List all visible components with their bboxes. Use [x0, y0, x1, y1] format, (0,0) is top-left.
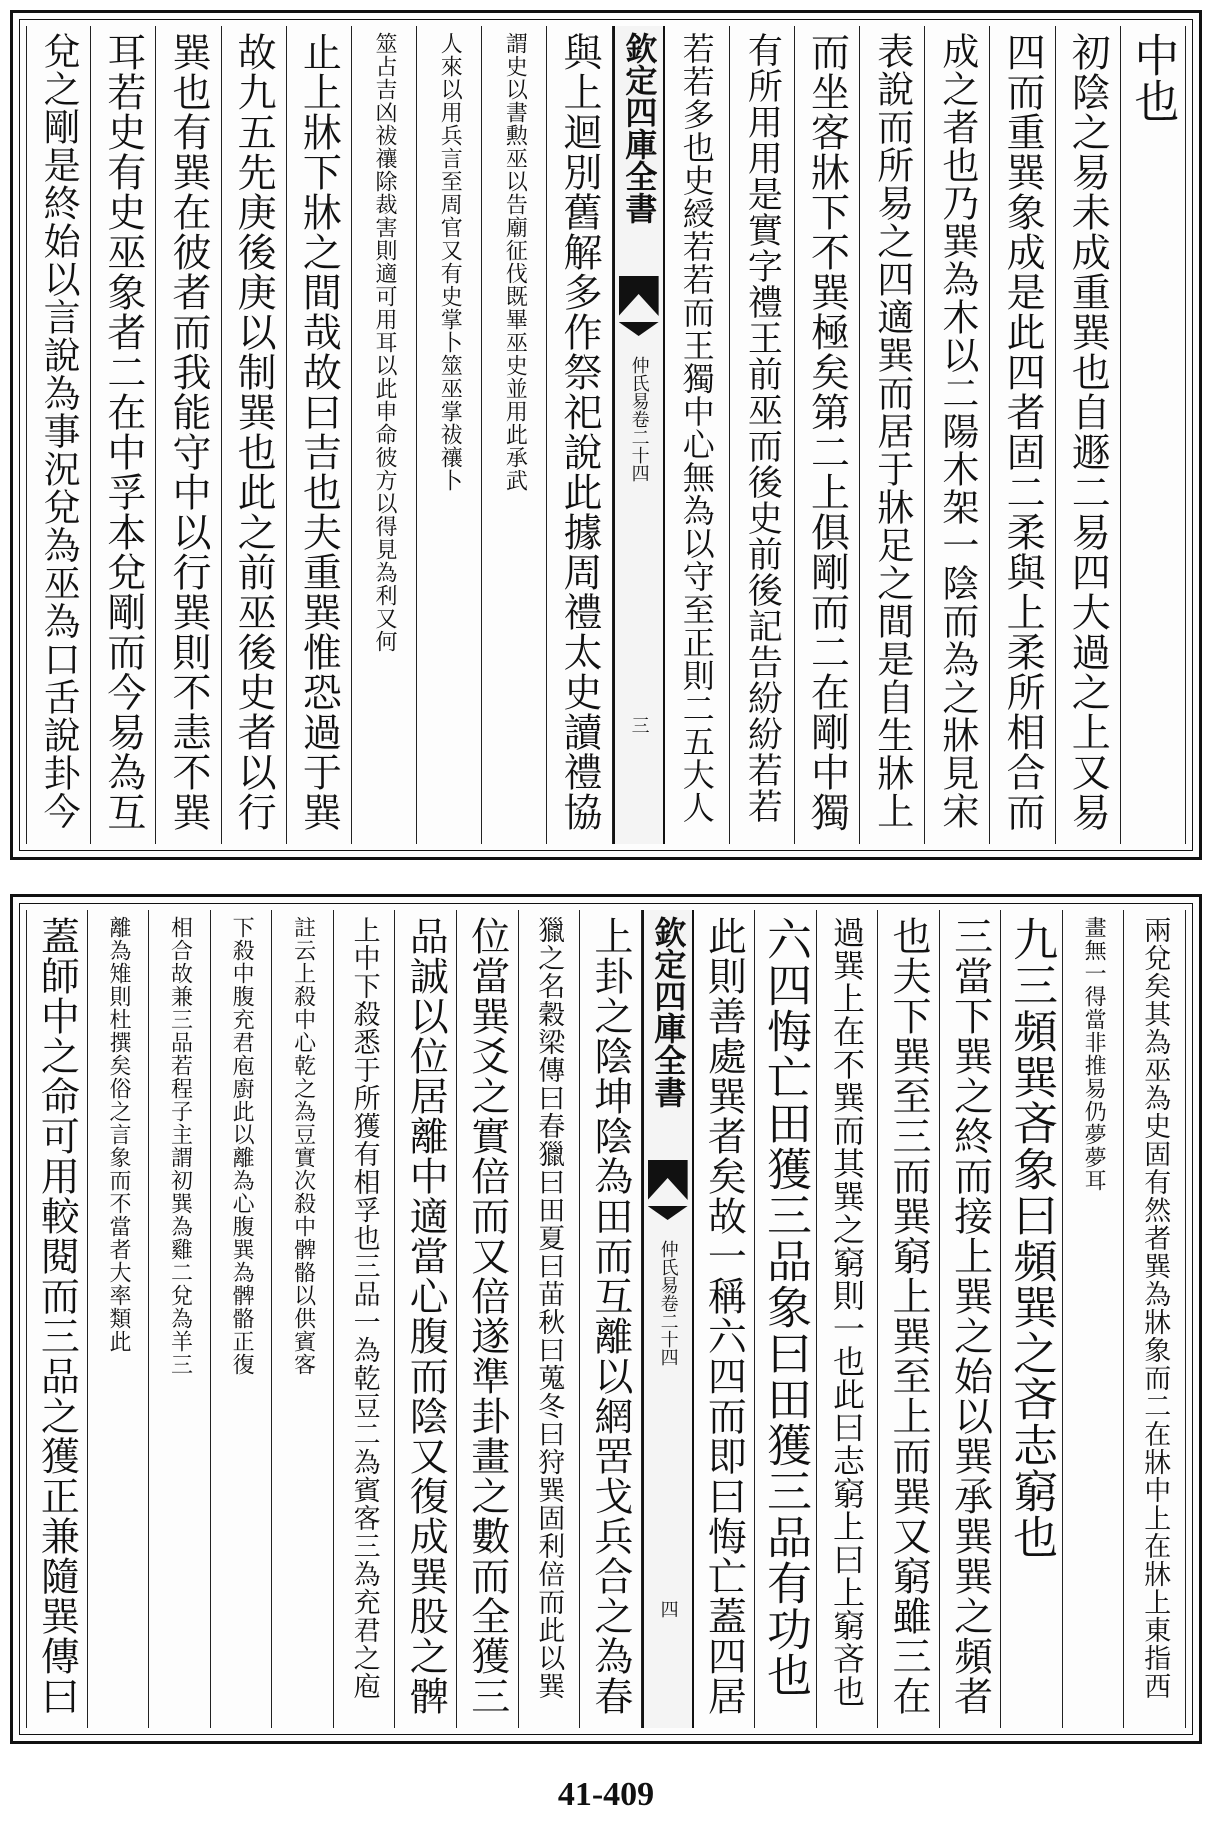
fish-tail-mark — [619, 276, 659, 316]
annotation-column — [1063, 910, 1125, 1728]
heading-column — [755, 910, 817, 1728]
column-text: 若若多也史綬若若而王獨中心無為以守至正則二五大人 — [677, 32, 716, 824]
volume-label: 仲氏易卷二十四 — [628, 356, 650, 482]
column-text: 初陰之易未成重巽也自遯二易四大過之上又易 — [1065, 32, 1111, 832]
text-column — [547, 26, 612, 844]
column-text: 過巽上在不巽而其巽之窮則一也此曰志窮上曰上窮吝也 — [827, 916, 866, 1708]
text-column — [1056, 26, 1121, 844]
text-column — [665, 26, 730, 844]
column-text: 而坐客牀下不巽極矣第二上俱剛而二在剛中獨 — [804, 32, 850, 832]
page-panel-bottom — [10, 894, 1202, 1744]
column-text: 下殺中腹充君庖廚此以離為心腹巽為髀骼正復 — [229, 916, 255, 1376]
annotation-column — [417, 26, 482, 844]
column-text: 止上牀下牀之間哉故曰吉也夫重巽惟恐過于巽 — [296, 32, 342, 832]
column-text: 獵之名穀梁傳曰春獵曰田夏曰苗秋曰蒐冬曰狩巽固利倍而此以巽 — [533, 916, 565, 1700]
column-text: 中也 — [1126, 32, 1180, 124]
text-column — [878, 910, 940, 1728]
panel-frame — [19, 903, 1193, 1735]
annotation-column — [272, 910, 334, 1728]
column-text: 四而重巽象成是此四者固二柔與上柔所相合而 — [1000, 32, 1046, 832]
fish-tail-mark-lower — [619, 322, 659, 336]
text-column — [940, 910, 1002, 1728]
text-column — [519, 910, 581, 1728]
annotation-column — [149, 910, 211, 1728]
column-text: 蓋師中之命可用較閱而三品之獲正兼隨巽傳曰 — [34, 916, 80, 1716]
text-column — [795, 26, 860, 844]
heading-column — [1121, 26, 1186, 844]
column-text: 上中下殺悉于所獲有相孚也三品一為乾豆二為賓客三為充君之庖 — [348, 916, 380, 1700]
center-gutter — [613, 26, 665, 844]
annotation-column — [352, 26, 417, 844]
text-column — [990, 26, 1055, 844]
text-column — [26, 910, 88, 1728]
text-column — [156, 26, 221, 844]
column-text: 上卦之陰坤陰為田而互離以網罟戈兵合之為春 — [587, 916, 633, 1716]
text-column — [334, 910, 396, 1728]
column-text: 耳若史有史巫象者二在中孚本兌剛而今易為互 — [100, 32, 146, 832]
column-text: 六四悔亡田獲三品象曰田獲三品有功也 — [758, 916, 812, 1698]
column-text: 成之者也乃巽為木以二陽木架一陰而為之牀見宋 — [935, 32, 979, 830]
text-column — [860, 26, 925, 844]
column-text: 畫無一得當非推易仍夢夢耳 — [1081, 916, 1107, 1192]
leaf-number: 三 — [628, 716, 650, 734]
page-panel-top — [10, 10, 1202, 860]
column-text: 故九五先庚後庚以制巽也此之前巫後史者以行 — [231, 32, 277, 832]
annotation-column — [88, 910, 150, 1728]
center-gutter — [642, 910, 694, 1728]
page-number: 41-409 — [557, 1776, 655, 1813]
column-text: 表說而所易之四適巽而居于牀足之間是自生牀上 — [870, 32, 914, 830]
text-column — [222, 26, 287, 844]
column-text: 與上迴別舊解多作祭祀說此據周禮太史讀禮協 — [557, 32, 603, 832]
volume-label: 仲氏易卷二十四 — [657, 1240, 679, 1366]
text-column — [287, 26, 352, 844]
column-text: 兌之剛是終始以言說為事況兌為巫為口舌說卦今 — [37, 32, 81, 830]
text-column — [730, 26, 795, 844]
text-column — [91, 26, 156, 844]
book-title: 欽定四庫全書 — [620, 32, 659, 224]
column-text: 巽也有巽在彼者而我能守中以行巽則不恚不巽 — [166, 32, 211, 832]
text-column — [817, 910, 879, 1728]
book-title: 欽定四庫全書 — [649, 916, 688, 1108]
heading-column — [1001, 910, 1063, 1728]
text-column — [694, 910, 756, 1728]
text-columns-bottom — [26, 910, 1186, 1728]
column-text: 人來以用兵言至周官又有史掌卜筮巫掌祓禳卜 — [437, 32, 463, 492]
text-column — [1124, 910, 1186, 1728]
column-text: 兩兌矣其為巫為史固有然者巽為牀象而二在牀中上在牀上東指西 — [1139, 916, 1171, 1700]
column-text: 品誠以位居離中適當心腹而陰又復成巽股之髀 — [403, 916, 449, 1716]
column-text: 位當巽爻之實倍而又倍遂準卦畫之數而全獲三 — [464, 916, 510, 1716]
column-text: 相合故兼三品若程子主謂初巽為雞二兌為羊三 — [167, 916, 193, 1376]
text-column — [457, 910, 519, 1728]
column-text: 謂史以書勲巫以告廟征伐既畢巫史並用此承武 — [502, 32, 528, 492]
leaf-number: 四 — [657, 1600, 679, 1618]
column-text: 離為雉則杜撰矣俗之言象而不當者大率類此 — [105, 916, 131, 1353]
column-text: 筮占吉凶祓禳除裁害則適可用耳以此申命彼方以得見為利又何 — [372, 32, 398, 653]
text-column — [925, 26, 990, 844]
column-text: 三當下巽之終而接上巽之始以巽承巽巽之頻者 — [947, 916, 993, 1716]
text-column — [395, 910, 457, 1728]
column-text: 註云上殺中心乾之為豆實次殺中髀骼以供賓客 — [290, 916, 316, 1376]
annotation-column — [482, 26, 547, 844]
panel-frame — [19, 19, 1193, 851]
text-columns-top — [26, 26, 1186, 844]
text-column — [26, 26, 91, 844]
column-text: 有所用用是實字禮王前巫而後史前後記告紛紛若若 — [742, 32, 783, 824]
text-column — [580, 910, 642, 1728]
column-text: 此則善處巽者矣故一稱六四而即曰悔亡蓋四居 — [701, 916, 747, 1716]
column-text: 也夫下巽至三而巽窮上巽至上而巽又窮雖三在 — [886, 916, 932, 1716]
fish-tail-mark-lower — [648, 1206, 688, 1220]
fish-tail-mark — [648, 1160, 688, 1200]
column-text: 九三頻巽吝象曰頻巽之吝志窮也 — [1005, 916, 1059, 1560]
annotation-column — [211, 910, 273, 1728]
